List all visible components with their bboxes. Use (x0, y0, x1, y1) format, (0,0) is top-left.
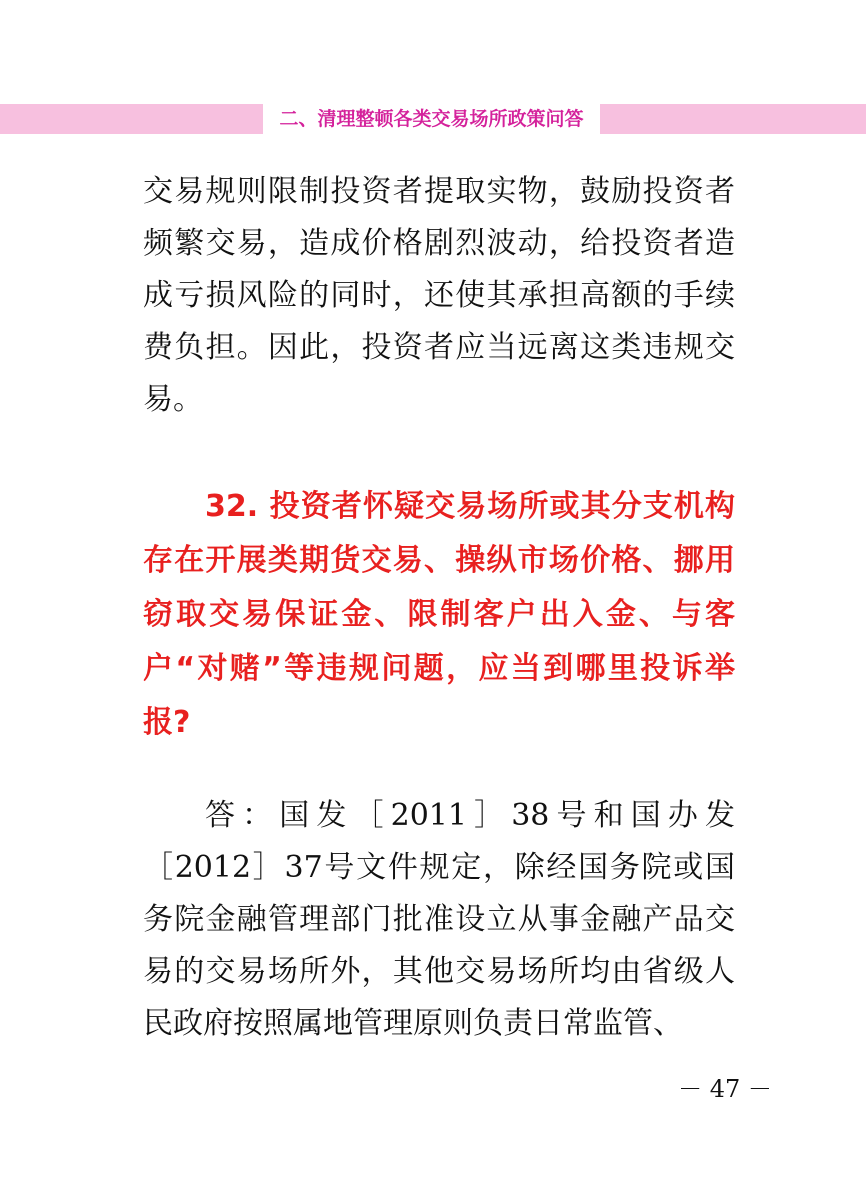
question-heading: 32. 投资者怀疑交易场所或其分支机构存在开展类期货交易、操纵市场价格、挪用窃取交易保证金、限制客户出入金、与客户“对赌”等违规问题，应当到哪里投诉举报? (143, 489, 735, 740)
answer-paragraph: 答：国发［2011］38号和国办发［2012］37号文件规定，除经国务院或国务院金融管理部门批准设立从事金融产品交易的交易场所外，其他交易场所均由省级人民政府按照属地管理原则负责日常监管、 (143, 798, 735, 1041)
paragraph-continuation: 交易规则限制投资者提取实物，鼓励投资者频繁交易，造成价格剧烈波动，给投资者造成亏损风险的同时，还使其承担高额的手续费负担。因此，投资者应当远离这类违规交易。 (143, 174, 735, 417)
section-header-title: 二、清理整顿各类交易场所政策问答 (263, 104, 600, 134)
page-number: － 47 － (678, 1075, 772, 1103)
